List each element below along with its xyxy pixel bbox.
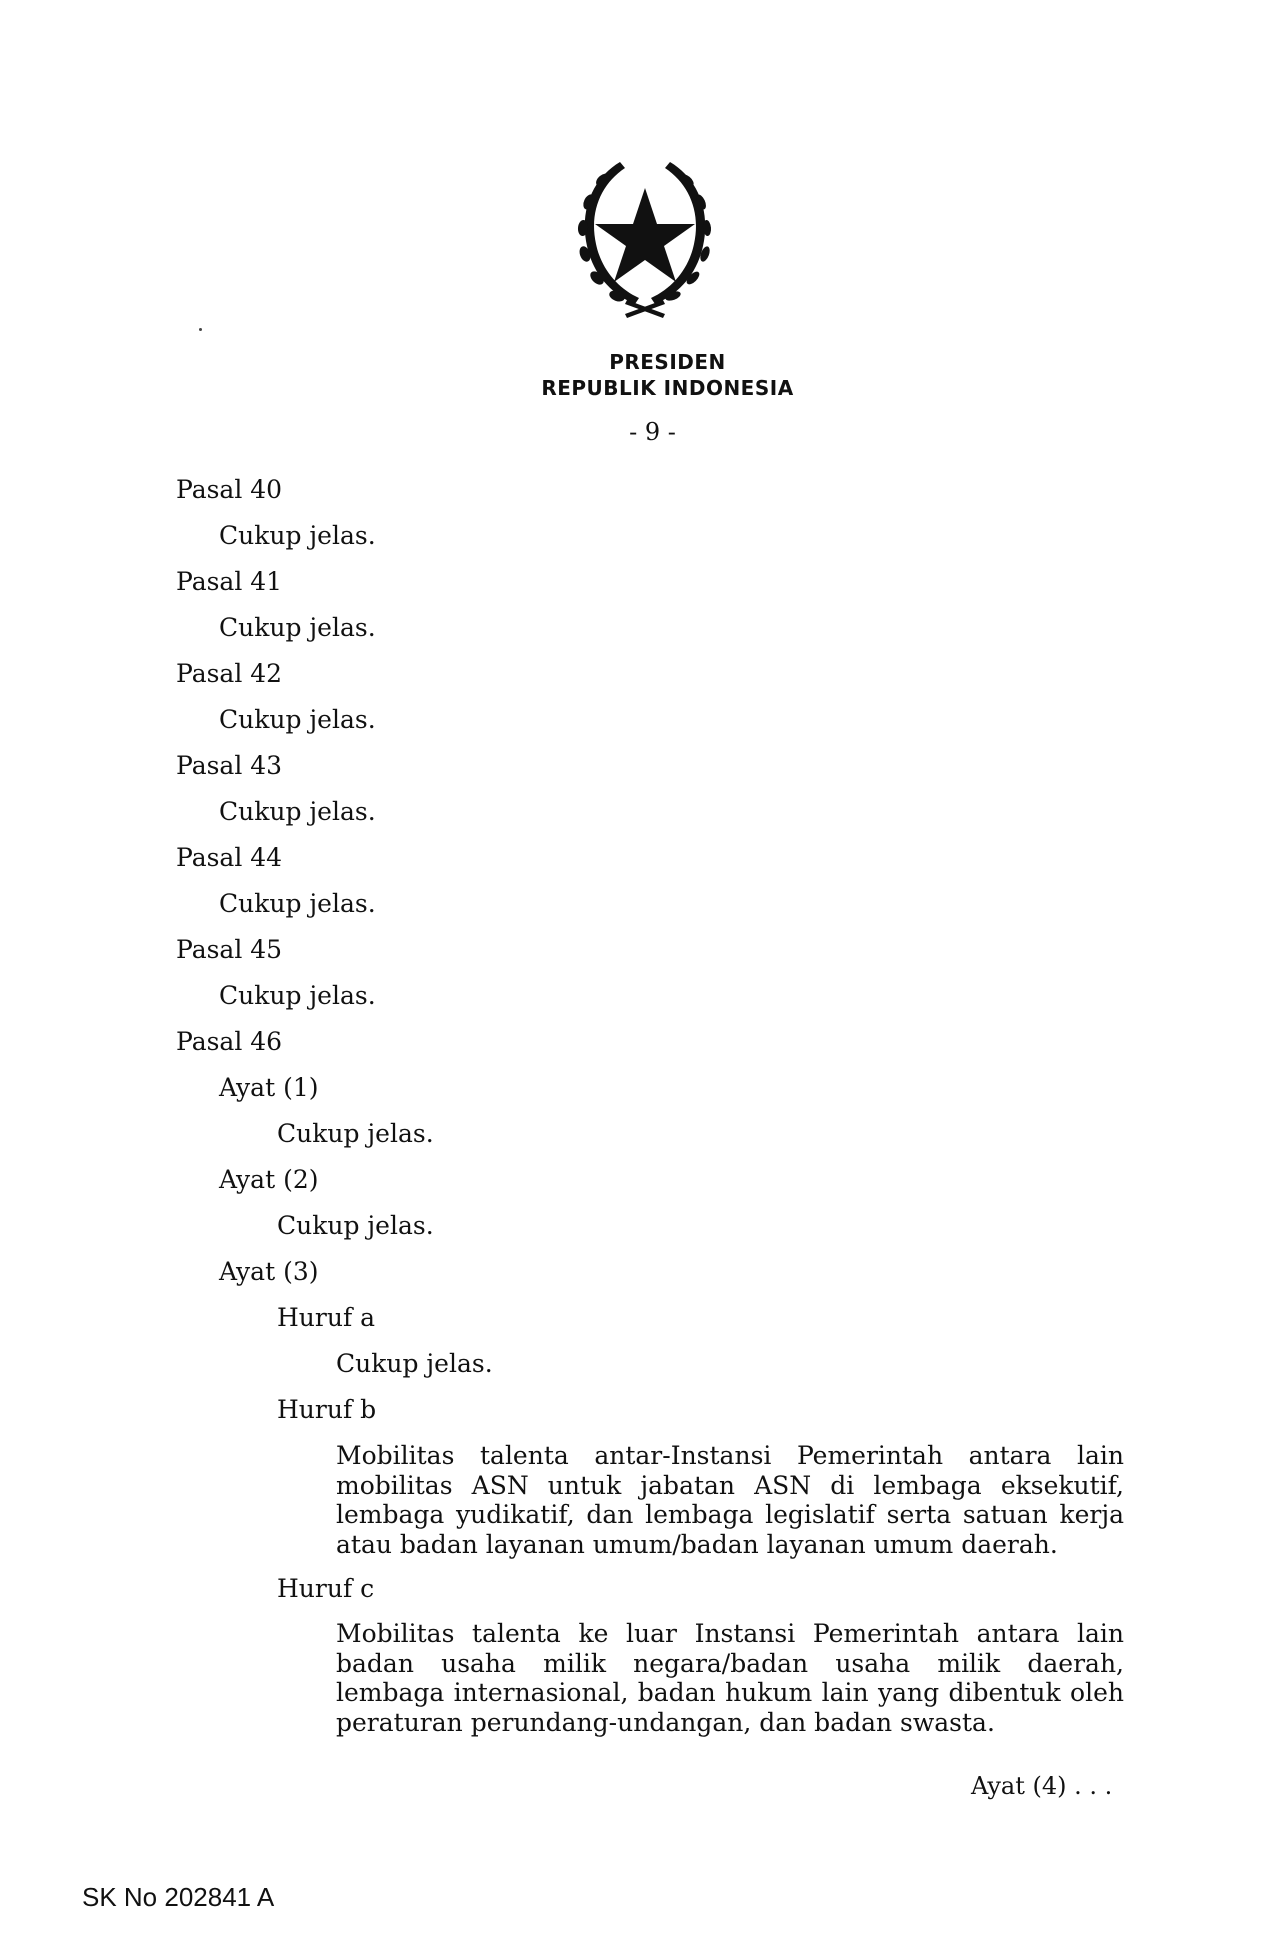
- pasal-heading: Pasal 40: [176, 475, 283, 504]
- pasal-heading: Pasal 45: [176, 935, 283, 964]
- pasal-heading: Pasal 41: [176, 567, 283, 596]
- huruf-c-paragraph: Mobilitas talenta ke luar Instansi Pemerintah antara lain badan usaha milik negara/badan usaha milik daerah, lembaga internasional, badan hukum lain yang dibentuk oleh peraturan perundang-undangan, dan badan swasta.: [336, 1619, 1124, 1737]
- continuation-marker: Ayat (4) . . .: [971, 1772, 1113, 1800]
- pasal-heading: Pasal 42: [176, 659, 283, 688]
- ayat-heading: Ayat (2): [219, 1165, 319, 1194]
- huruf-heading: Huruf a: [277, 1303, 376, 1332]
- pasal-heading: Pasal 43: [176, 751, 283, 780]
- huruf-text: Cukup jelas.: [336, 1349, 493, 1378]
- presiden-emblem: [565, 150, 725, 320]
- pasal-text: Cukup jelas.: [219, 705, 376, 734]
- pasal-heading: Pasal 46: [176, 1027, 283, 1056]
- pasal-text: Cukup jelas.: [219, 889, 376, 918]
- header-subtitle: REPUBLIK INDONESIA: [541, 376, 794, 400]
- ayat-heading: Ayat (3): [219, 1257, 319, 1286]
- huruf-b-paragraph: Mobilitas talenta antar-Instansi Pemerintah antara lain mobilitas ASN untuk jabatan ASN di lembaga eksekutif, lembaga yudikatif, dan lembaga legislatif serta satuan kerja atau badan layanan umum/badan layanan umum daerah.: [336, 1441, 1124, 1559]
- huruf-heading: Huruf c: [277, 1574, 375, 1603]
- huruf-heading: Huruf b: [277, 1395, 377, 1424]
- header-title: PRESIDEN: [609, 350, 726, 374]
- pasal-text: Cukup jelas.: [219, 797, 376, 826]
- stray-mark: [199, 328, 202, 331]
- pasal-text: Cukup jelas.: [219, 521, 376, 550]
- pasal-text: Cukup jelas.: [219, 613, 376, 642]
- pasal-text: Cukup jelas.: [219, 981, 376, 1010]
- ayat-text: Cukup jelas.: [277, 1119, 434, 1148]
- document-code: SK No 202841 A: [82, 1882, 275, 1912]
- ayat-heading: Ayat (1): [219, 1073, 319, 1102]
- pasal-heading: Pasal 44: [176, 843, 283, 872]
- ayat-text: Cukup jelas.: [277, 1211, 434, 1240]
- page-number: - 9 -: [629, 418, 676, 446]
